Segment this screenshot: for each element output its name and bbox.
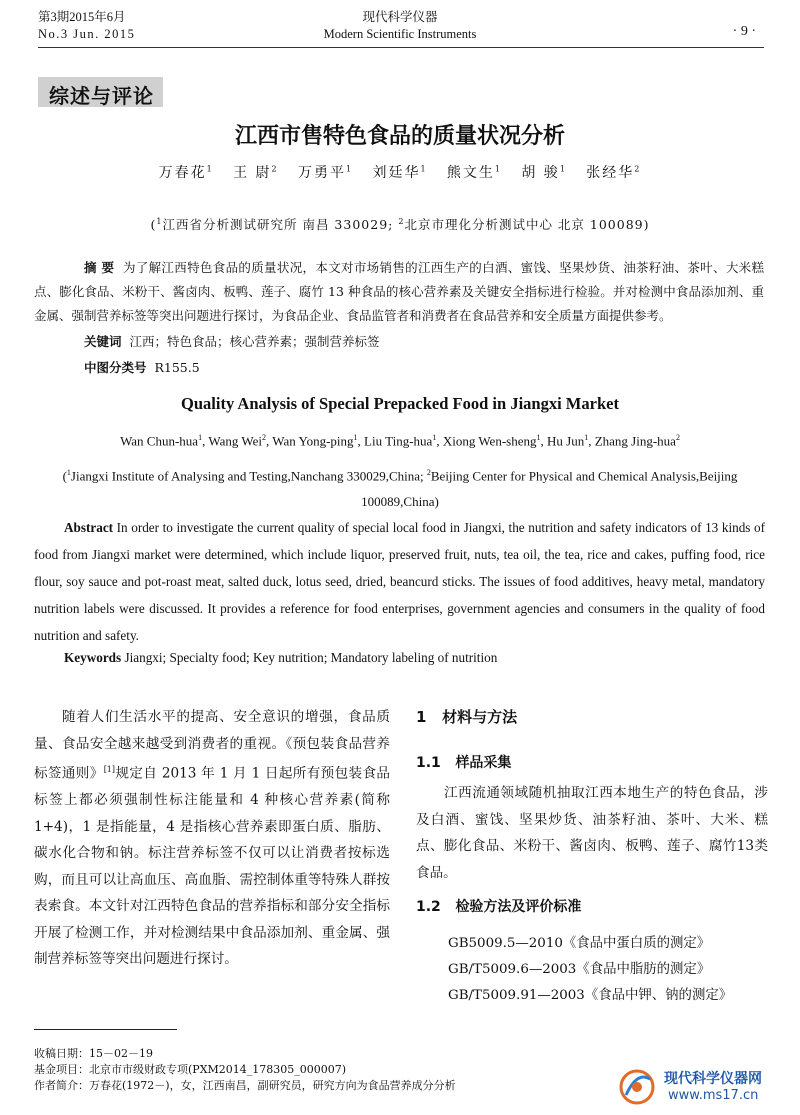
standard-item: GB5009.5—2010《食品中蛋白质的测定》 bbox=[448, 936, 711, 951]
abstract-cn-text: 为了解江西特色食品的质量状况，本文对市场销售的江西生产的白酒、蜜饯、坚果炒货、油茶籽油、茶叶、大米糕点、膨化食品、米粉干、酱卤肉、板鸭、莲子、腐竹 13 种食品的核心营养素及关键安全指标进行检验。并对检测中食品添加剂、重金属、强制营养标签等突出问题进行探讨，为食品企业、食品监管者和消费者在食品营养和安全质量方面提供参考。 bbox=[34, 260, 764, 323]
footnote-author: 作者简介：万春花(1972－)，女，江西南昌，副研究员，研究方向为食品营养成分分析 bbox=[34, 1079, 456, 1092]
footnote-received: 收稿日期：15－02－19 bbox=[34, 1047, 153, 1060]
section-tag: 综述与评论 bbox=[49, 84, 154, 108]
journal-en: Modern Scientific Instruments bbox=[323, 27, 477, 41]
abstract-cn bbox=[34, 256, 764, 328]
journal-cn: 现代科学仪器 bbox=[362, 10, 438, 24]
classification-cn: 中图分类号 R155.5 bbox=[84, 360, 200, 375]
title-en: Quality Analysis of Special Prepacked Food in Jiangxi Market bbox=[181, 394, 619, 413]
author-cn: 张经华$^2$ bbox=[586, 164, 642, 181]
author-cn: 王 尉$^2$ bbox=[233, 164, 279, 181]
authors-cn bbox=[0, 162, 800, 182]
footnote-rule bbox=[34, 1029, 177, 1030]
author-cn: 万勇平$^1$ bbox=[298, 164, 354, 181]
author-cn: 胡 骏$^1$ bbox=[521, 164, 567, 181]
abstract-en-label: Abstract bbox=[64, 520, 114, 535]
issue-cn: 第3期2015年6月 bbox=[38, 10, 126, 24]
header-rule bbox=[38, 47, 764, 48]
intro-paragraph: 随着人们生活水平的提高、安全意识的增强，食品质量、食品安全越来越受到消费者的重视。《预包装食品营养标签通则》[1]规定自 2013 年 1 月 1 日起所有预包装食品标签上都必须强制性标注能量和 4 种核心营养素(简称 1+4)，1 是指能量，4 是指核心营养素即蛋白质、脂肪、碳水化合物和钠。标注营养标签不仅可以让消费者按标选购，而且可以让高血压、高血脂、需控制体重等特殊人群按表索食。本文针对江西特色食品的营养指标和部分安全指标开展了检测工作，并对检测结果中食品添加剂、重金属、强制营养标签等突出问题进行探讨。 bbox=[34, 709, 390, 968]
abstract-cn-label: 摘 要 bbox=[84, 260, 115, 275]
keywords-cn: 关键词 江西；特色食品；核心营养素；强制营养标签 bbox=[84, 334, 380, 349]
author-cn: 万春花$^1$ bbox=[158, 164, 214, 181]
page-number: · 9 · bbox=[732, 24, 756, 39]
standard-item: GB/T5009.91—2003《食品中钾、钠的测定》 bbox=[448, 988, 733, 1003]
author-cn: 刘廷华$^1$ bbox=[372, 164, 428, 181]
standard-item: GB/T5009.6—2003《食品中脂肪的测定》 bbox=[448, 962, 711, 977]
watermark-name: 现代科学仪器网 bbox=[664, 1071, 762, 1087]
abstract-en-text: In order to investigate the current quality of special local food in Jiangxi, the nutrition and safety indicators of 13 kinds of food from Jiangxi market were determined, which include liquor, preserved fruit, nuts, tea oil, the tea, rice and cakes, puffing food, rice flour, soy sauce and pot-roast meat, salted duck, lotus seed, dried, beancurd sticks. The issues of food additives, heavy metal, mandatory nutrition labels were discussed. It provides a reference for food enterprises, government agencies and consumers in the quality of food nutrition and safety. bbox=[34, 520, 765, 643]
affiliations-cn: ($^1$江西省分析测试研究所 南昌 330029; $^2$北京市理化分析测试中心 北京 100089) bbox=[150, 216, 650, 232]
title-cn: 江西市售特色食品的质量状况分析 bbox=[234, 123, 565, 149]
watermark-url[interactable]: www.ms17.cn bbox=[668, 1088, 759, 1103]
issue-en: No.3 Jun. 2015 bbox=[38, 27, 136, 41]
section-heading-1-1: 1.1 样品采集 bbox=[416, 755, 512, 771]
abstract-en bbox=[34, 514, 765, 649]
citation-ref[interactable]: [1] bbox=[103, 765, 116, 774]
sampling-paragraph: 江西流通领域随机抽取江西本地生产的特色食品，涉及白酒、蜜饯、坚果炒货、油茶籽油、茶叶、大米、糕点、膨化食品、米粉干、酱卤肉、板鸭、莲子、腐竹13类食品。 bbox=[416, 785, 768, 881]
keywords-en: Keywords Jiangxi; Specialty food; Key nutrition; Mandatory labeling of nutrition bbox=[64, 650, 498, 665]
affiliations-en: ($^1$Jiangxi Institute of Analysing and Testing,Nanchang 330029,China; $^2$Beijing Center for Physical and Chemical Analysis,Beijing 100089,China) bbox=[62, 468, 738, 510]
header-journal bbox=[0, 9, 800, 43]
author-cn: 熊文生$^1$ bbox=[446, 164, 502, 181]
section-heading-1: 1 材料与方法 bbox=[416, 708, 518, 726]
footnote-funding: 基金项目：北京市市级财政专项(PXM2014_178305_000007) bbox=[34, 1063, 347, 1076]
authors-en: Wan Chun-hua$^1$, Wang Wei$^2$, Wan Yong-ping$^1$, Liu Ting-hua$^1$, Xiong Wen-sheng$^1$, Hu Jun$^1$, Zhang Jing-hua$^2$ bbox=[120, 433, 680, 449]
section-heading-1-2: 1.2 检验方法及评价标准 bbox=[416, 899, 582, 915]
